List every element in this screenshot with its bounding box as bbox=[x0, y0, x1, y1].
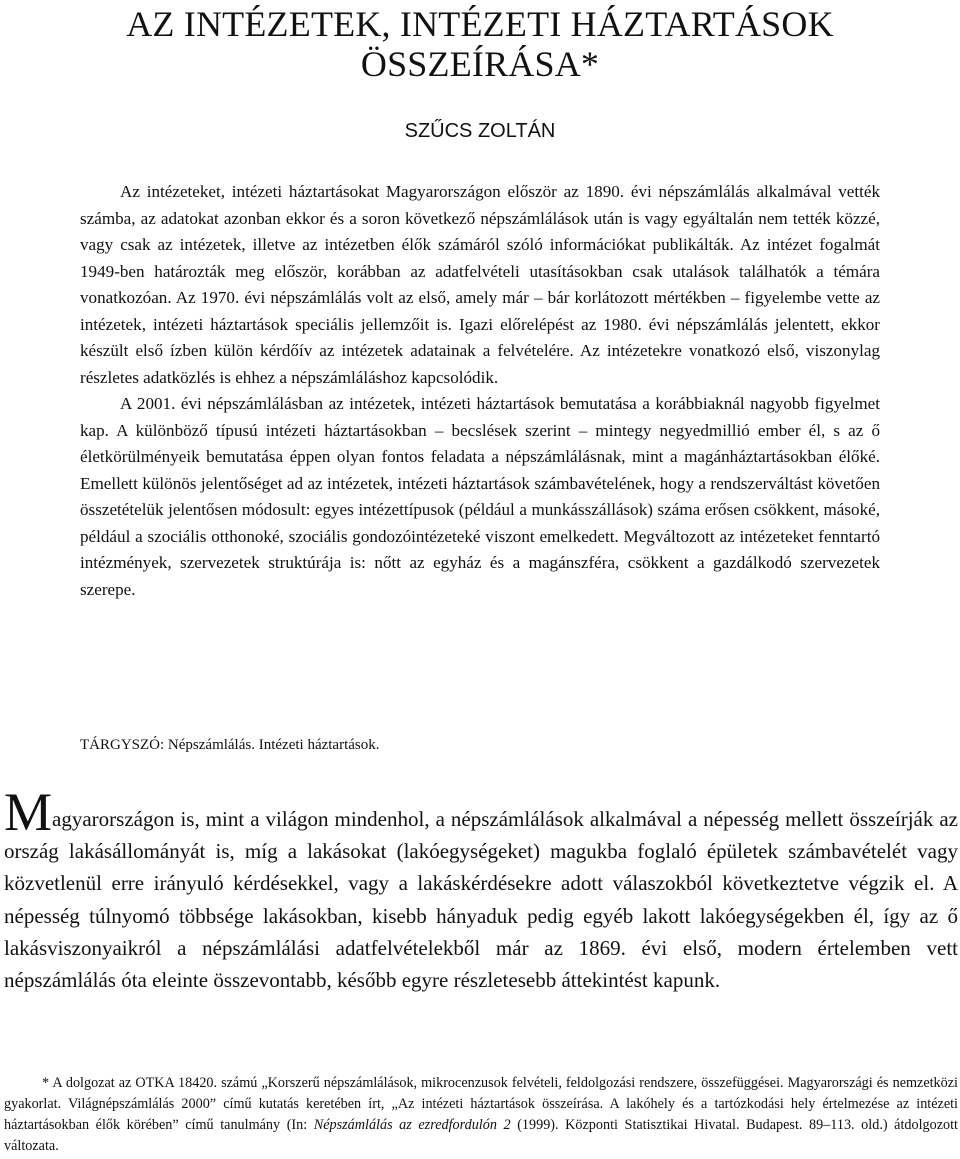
footnote-italic-title: Népszámlálás az ezredfordulón 2 bbox=[313, 1117, 511, 1133]
author-name: SZŰCS ZOLTÁN bbox=[404, 120, 556, 142]
footnote-text-start: * A dolgozat az OTKA 18420. számú „Korszerű népszámlálások, mikrocenzusok felvételi, feldolgozási rendszere, összefüggései. Magyarországi és nemzetközi gyakorlat. Világnépszámlálás 2000” című kutatás keretében írt, „Az intézeti háztartások összeírása. A lakóhely és a tartózkodási hely értelmezése az intézeti háztartásokban élők körében” című tanulmány (In: bbox=[4, 1075, 958, 1133]
title-line-1: AZ INTÉZETEK, INTÉZETI HÁZTARTÁSOK bbox=[126, 4, 834, 44]
footnote-text-end: (1999). Központi Statisztikai Hivatal. Budapest. 89–113. old.) átdolgozott változata. bbox=[4, 1117, 959, 1154]
abstract-paragraph-2: A 2001. évi népszámlálásban az intézetek, intézeti háztartások bemutatása a korábbiaknál nagyobb figyelmet kap. A különböző típusú intézeti háztartásokban – becslések szerint – mintegy negyedmillió ember él, s az ő életkörülményeik bemutatása éppen olyan fontos feladata a népszámlálásnak, mint a magánháztartásokban élőké. Emellett különös jelentőséget ad az intézetek, intézeti háztartások számbavételének, hogy a rendszerváltást követően összetételük jelentősen módosult: egyes intézettípusok (például a munkásszállások) száma erősen csökkent, másoké, például a szociális otthonoké, szociális gondozóintézeteké viszont emelkedett. Megváltozott az intézeteket fenntartó intézmények, szervezetek struktúrája is: nőtt az egyház és a magánszféra, csökkent a gazdálkodó szervezetek szerepe. bbox=[80, 394, 880, 599]
keywords: TÁRGYSZÓ: Népszámlálás. Intézeti háztartások. bbox=[80, 737, 380, 753]
abstract bbox=[80, 179, 880, 603]
title-line-2: ÖSSZEÍRÁSA* bbox=[360, 44, 600, 84]
abstract-paragraph-1: Az intézeteket, intézeti háztartásokat Magyarországon először az 1890. évi népszámlálás alkalmával vették számba, az adatokat azonban ekkor és a soron következő népszámlálások után is vagy egyáltalán nem tették közzé, vagy csak az intézetek, illetve az intézetben élők számáról szóló információkat publikálták. Az intézet fogalmát 1949-ben határozták meg először, korábban az adatfelvételi utasításokban csak utalások találhatók a témára vonatkozóan. Az 1970. évi népszámlálás volt az első, amely már – bár korlátozott mértékben – figyelembe vette az intézetek, intézeti háztartások speciális jellemzőit is. Igazi előrelépést az 1980. évi népszámlálás jelentett, ekkor készült első ízben külön kérdőív az intézetek adatainak a felvételére. Az intézetekre vonatkozó első, viszonylag részletes adatközlés is ehhez a népszámláláshoz kapcsolódik. bbox=[80, 182, 880, 387]
body-paragraph-text: agyarországon is, mint a világon mindenhol, a népszámlálások alkalmával a népesség mellett összeírják az ország lakásállományát is, míg a lakásokat (lakóegységeket) magukba foglaló épületek számbavételét vagy közvetlenül erre irányuló kérdésekkel, vagy a lakáskérdésekre adott válaszokból következtetve végzik el. A népesség túlnyomó többsége lakásokban, kisebb hányaduk pedig egyéb lakott lakóegységekben él, így az ő lakásviszonyaikról a népszámlálási adatfelvételekből már az 1869. évi első, modern értelemben vett népszámlálás óta eleinte összevontabb, később egyre részletesebb áttekintést kapunk. bbox=[4, 807, 958, 993]
footnote bbox=[4, 1073, 958, 1157]
drop-cap: M bbox=[4, 782, 53, 842]
body-paragraph bbox=[4, 782, 958, 996]
paper-title bbox=[60, 4, 900, 84]
